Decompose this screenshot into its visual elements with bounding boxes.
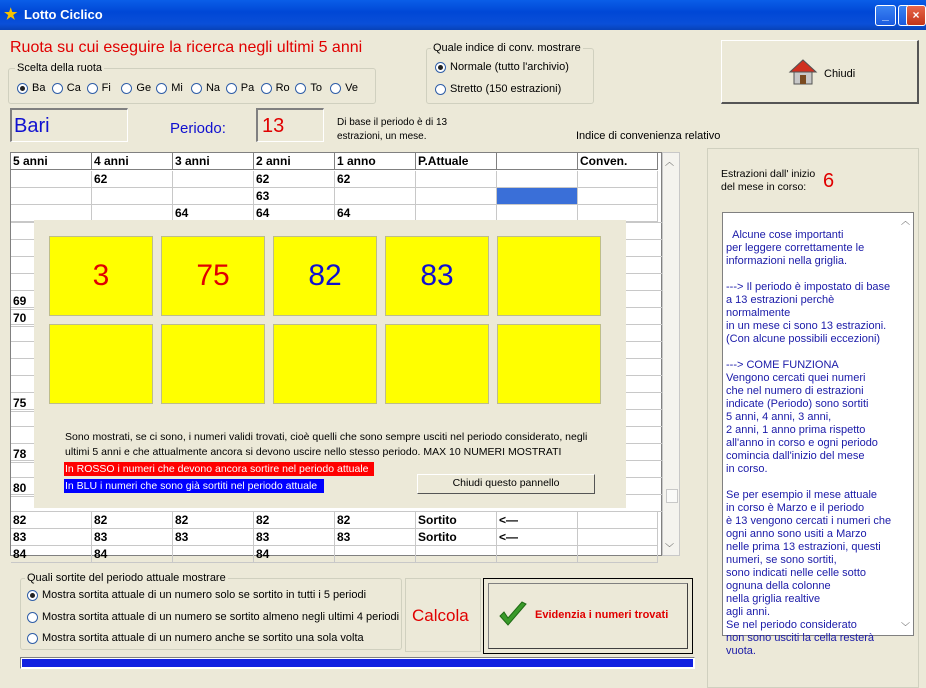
grid-cell[interactable]: <—	[497, 529, 578, 546]
scroll-down-icon[interactable]: ﹀	[665, 543, 675, 553]
ruota-option-ge[interactable]: Ge	[121, 82, 156, 94]
grid-cell[interactable]: 83	[335, 529, 416, 546]
ruota-options	[17, 82, 365, 94]
empty-number-box	[161, 324, 265, 404]
grid-cell-left[interactable]: 75	[11, 395, 92, 412]
indice-relativo-label: Indice di convenienza relativo	[576, 130, 721, 142]
scroll-thumb[interactable]	[666, 489, 678, 503]
grid-cell[interactable]	[497, 188, 578, 205]
calcola-button[interactable]	[405, 578, 481, 652]
info-scroll-up-icon[interactable]: ︿	[901, 216, 911, 226]
radio-icon	[435, 84, 446, 95]
periodo-value: 13	[262, 115, 285, 137]
title-bar	[0, 0, 926, 30]
house-icon	[788, 57, 818, 87]
radio-icon	[330, 83, 341, 94]
ruota-option-to[interactable]: To	[295, 82, 330, 94]
red-note: In ROSSO i numeri che devono ancora sortire nel periodo attuale	[64, 462, 374, 476]
minimize-button[interactable]: _	[875, 5, 896, 26]
radio-icon	[156, 83, 167, 94]
sortite-option-5[interactable]: Mostra sortita attuale di un numero solo se sortito in tutti i 5 periodi	[27, 589, 366, 601]
grid-cell[interactable]: Sortito	[416, 529, 497, 546]
radio-icon	[121, 83, 132, 94]
grid-cell[interactable]	[497, 546, 578, 563]
chiudi-label: Chiudi	[824, 68, 856, 80]
empty-number-box	[497, 236, 601, 316]
ruota-option-na[interactable]: Na	[191, 82, 226, 94]
radio-icon	[191, 83, 202, 94]
estrazioni-label: Estrazioni dall' inizio del mese in corso:	[721, 168, 816, 193]
grid-cell[interactable]: 82	[254, 512, 335, 529]
close-panel-button[interactable]: Chiudi questo pannello	[417, 474, 595, 494]
grid-cell[interactable]: 63	[254, 188, 335, 205]
grid-cell[interactable]	[173, 188, 254, 205]
grid-cell-left[interactable]: 69	[11, 293, 92, 310]
info-scroll-down-icon[interactable]: ﹀	[901, 622, 911, 632]
grid-header[interactable]	[497, 153, 578, 170]
grid-cell[interactable]: 83	[92, 529, 173, 546]
indice-option-normale[interactable]: Normale (tutto l'archivio)	[435, 61, 569, 73]
grid-cell[interactable]: 62	[92, 171, 173, 188]
radio-icon	[17, 83, 28, 94]
grid-header[interactable]: 4 anni	[92, 153, 173, 170]
grid-cell[interactable]: 82	[335, 512, 416, 529]
grid-cell[interactable]: 84	[11, 546, 92, 563]
ruota-name-box	[10, 108, 128, 142]
evidenzia-button[interactable]	[483, 578, 693, 654]
indice-group-label: Quale indice di conv. mostrare	[433, 42, 581, 54]
grid-cell[interactable]	[578, 546, 658, 563]
ruota-option-ro[interactable]: Ro	[261, 82, 296, 94]
indice-option-stretto[interactable]: Stretto (150 estrazioni)	[435, 83, 561, 95]
grid-cell[interactable]: Sortito	[416, 512, 497, 529]
panel-description: Sono mostrati, se ci sono, i numeri validi trovati, cioè quelli che sono sempre usciti nel periodo considerato, negli ultimi 5 anni e che attualmente ancora si devono uscire nello stesso periodo. MAX 10 NUMERI MOSTRATI	[65, 431, 588, 458]
empty-number-box	[497, 324, 601, 404]
window-title: Lotto Ciclico	[24, 7, 103, 22]
close-window-button[interactable]: ×	[906, 5, 926, 26]
grid-cell-left[interactable]: 78	[11, 446, 92, 463]
ruota-name: Bari	[14, 115, 50, 137]
grid-cell[interactable]	[11, 188, 92, 205]
grid-header[interactable]: 2 anni	[254, 153, 335, 170]
info-textbox[interactable]	[722, 212, 914, 657]
ruota-option-mi[interactable]: Mi	[156, 82, 191, 94]
grid-cell-left[interactable]: 80	[11, 480, 92, 497]
grid-cell[interactable]: 82	[11, 512, 92, 529]
grid-header[interactable]: P.Attuale	[416, 153, 497, 170]
empty-number-box	[273, 324, 377, 404]
grid-cell[interactable]: 64	[335, 205, 416, 222]
grid-cell[interactable]	[416, 171, 497, 188]
sortite-group	[20, 572, 402, 650]
grid-cell[interactable]	[416, 188, 497, 205]
periodo-note: Di base il periodo è di 13 estrazioni, un mese.	[337, 117, 448, 142]
grid-cell[interactable]	[335, 188, 416, 205]
radio-icon	[27, 590, 38, 601]
progress-fill	[22, 659, 693, 667]
progress-bar	[20, 657, 695, 669]
grid-cell-left[interactable]: 70	[11, 310, 92, 327]
chiudi-button[interactable]	[721, 40, 919, 104]
blue-note: In BLU i numeri che sono già sortiti nel periodo attuale	[64, 479, 324, 493]
grid-cell[interactable]	[578, 171, 658, 188]
found-number-box: 3	[49, 236, 153, 316]
grid-cell[interactable]: 82	[173, 512, 254, 529]
grid-cell[interactable]: <—	[497, 512, 578, 529]
grid-cell[interactable]: 84	[92, 546, 173, 563]
radio-icon	[295, 83, 306, 94]
grid-header[interactable]: Conven.	[578, 153, 658, 170]
checkmark-icon	[498, 601, 528, 629]
grid-header[interactable]: 1 anno	[335, 153, 416, 170]
grid-cell[interactable]	[578, 188, 658, 205]
ruota-group	[8, 62, 376, 104]
grid-cell[interactable]	[578, 512, 658, 529]
grid-cell[interactable]	[173, 546, 254, 563]
grid-cell[interactable]: 82	[92, 512, 173, 529]
sortite-option-1[interactable]: Mostra sortita attuale di un numero anche se sortito una sola volta	[27, 632, 364, 644]
ruota-group-label: Scelta della ruota	[17, 62, 102, 74]
indice-group	[426, 42, 594, 104]
ruota-option-ve[interactable]: Ve	[330, 82, 365, 94]
grid-cell[interactable]: 64	[254, 205, 335, 222]
scroll-up-icon[interactable]: ︿	[665, 157, 675, 167]
evidenzia-label: Evidenzia i numeri trovati	[535, 609, 669, 621]
grid-cell[interactable]: 62	[254, 171, 335, 188]
found-number-box: 75	[161, 236, 265, 316]
radio-icon	[52, 83, 63, 94]
ruota-option-pa[interactable]: Pa	[226, 82, 261, 94]
grid-cell[interactable]	[578, 529, 658, 546]
radio-icon	[435, 62, 446, 73]
periodo-input[interactable]	[256, 108, 324, 142]
radio-icon	[261, 83, 272, 94]
page-title: Ruota su cui eseguire la ricerca negli ultimi 5 anni	[10, 39, 363, 56]
grid-cell[interactable]: 83	[254, 529, 335, 546]
radio-icon	[27, 612, 38, 623]
grid-cell[interactable]: 83	[11, 529, 92, 546]
grid-cell[interactable]	[335, 546, 416, 563]
grid-cell[interactable]: 64	[173, 205, 254, 222]
ruota-option-ca[interactable]: Ca	[52, 82, 87, 94]
empty-number-box	[385, 324, 489, 404]
periodo-label: Periodo:	[170, 120, 226, 137]
calcola-label: Calcola	[412, 606, 469, 625]
info-scrollbar[interactable]	[899, 213, 913, 635]
grid-cell[interactable]: 83	[173, 529, 254, 546]
found-number-box: 82	[273, 236, 377, 316]
radio-icon	[87, 83, 98, 94]
grid-cell[interactable]	[416, 546, 497, 563]
grid-cell[interactable]	[173, 171, 254, 188]
sortite-option-4[interactable]: Mostra sortita attuale di un numero se sortito almeno negli ultimi 4 periodi	[27, 611, 399, 623]
grid-scrollbar[interactable]	[662, 152, 680, 556]
found-number-box: 83	[385, 236, 489, 316]
info-text: Alcune cose importanti per leggere correttamente le informazioni nella griglia. ---> Il periodo è impostato di base a 13 estrazioni perchè normalmente in un mese ci sono 13 estrazioni. (Con alcune possibili eccezioni) ---> COME FUNZIONA Vengono cercati quei numeri che nel numero di estrazioni indicate (Periodo) sono sortiti 5 anni, 4 anni, 3 anni, 2 anni, 1 anno prima rispetto all'anno in corso e ogni periodo comincia dall'inizio del mese in corso. Se per esempio il mese attuale in corso è Marzo e il periodo è 13 vengono cercati i numeri che ogni anno sono usiti a Marzo nelle prima 13 estrazioni, questi numeri, se sono sortiti, sono indicati nelle celle sotto ognuna della colonne nella griglia realtive agli anni. Se nel periodo considerato non sono usciti la cella resterà vuota.	[726, 229, 892, 657]
app-star-icon: ★	[4, 6, 18, 23]
grid-cell[interactable]: 84	[254, 546, 335, 563]
grid-cell[interactable]	[11, 171, 92, 188]
results-panel	[34, 220, 626, 508]
ruota-option-fi[interactable]: Fi	[87, 82, 122, 94]
grid-cell[interactable]	[497, 171, 578, 188]
grid-header[interactable]: 5 anni	[11, 153, 92, 170]
ruota-option-ba[interactable]: Ba	[17, 82, 52, 94]
radio-icon	[226, 83, 237, 94]
empty-number-box	[49, 324, 153, 404]
grid-cell[interactable]	[92, 188, 173, 205]
sortite-group-label: Quali sortite del periodo attuale mostrare	[27, 572, 226, 584]
grid-header[interactable]: 3 anni	[173, 153, 254, 170]
grid-cell[interactable]: 62	[335, 171, 416, 188]
radio-icon	[27, 633, 38, 644]
estrazioni-value: 6	[823, 170, 835, 192]
